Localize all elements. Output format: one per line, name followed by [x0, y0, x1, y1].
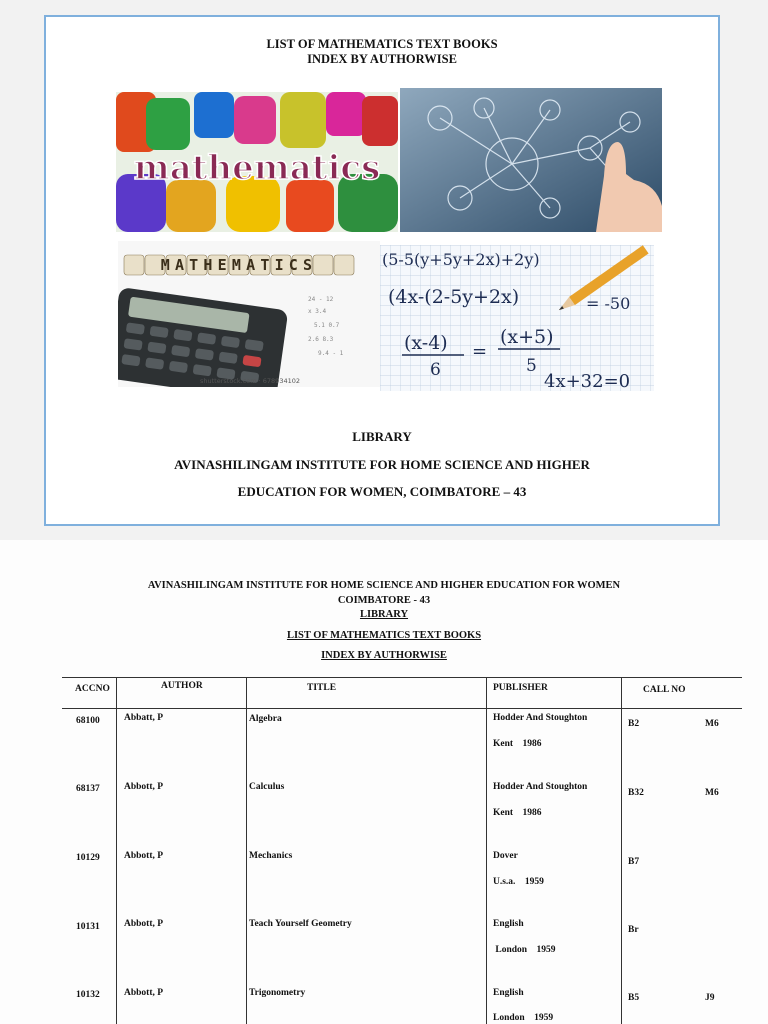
col-header-publisher: PUBLISHER [493, 683, 548, 693]
svg-text:x 3.4: x 3.4 [308, 308, 327, 315]
mathematics-word: mathematics [133, 148, 381, 188]
table-top-rule [62, 677, 742, 678]
cell-call-book: J9 [705, 993, 715, 1003]
cell-call-class: B2 [628, 719, 640, 729]
cell-place-year: Kent 1986 [493, 739, 542, 749]
col-divider [486, 677, 487, 1024]
institute-heading: AVINASHILINGAM INSTITUTE FOR HOME SCIENCE AND HIGHER EDUCATION FOR WOMEN [147, 580, 621, 591]
cell-call-class: B32 [628, 788, 644, 798]
col-divider [246, 677, 247, 1024]
cell-call-class: B7 [628, 857, 640, 867]
cell-publisher: Dover [493, 851, 518, 861]
cell-title: Mechanics [249, 851, 293, 861]
cell-title: Algebra [249, 714, 282, 724]
equations-grid-image [380, 245, 654, 391]
stock-caption: shutterstock.com · 678934102 [199, 377, 301, 385]
mathematics-numbers-image [116, 92, 398, 232]
cell-place-year: London 1959 [493, 1013, 554, 1023]
city-heading: COIMBATORE - 43 [337, 595, 431, 606]
cell-publisher: English [493, 988, 524, 998]
cell-author: Abbott, P [124, 919, 164, 929]
cell-publisher: English [493, 919, 524, 929]
mathematics-tiles-word: MATHEMATICS [160, 256, 318, 274]
cell-author: Abbatt, P [124, 713, 164, 723]
cell-call-book: M6 [705, 719, 719, 729]
library-heading: LIBRARY [359, 609, 409, 620]
col-divider [621, 677, 622, 1024]
table-header-rule [62, 708, 742, 709]
col-header-callno: CALL NO [643, 685, 686, 695]
cell-title: Trigonometry [249, 988, 306, 998]
cell-title: Teach Yourself Geometry [249, 919, 352, 929]
svg-text:(4x-(2-5y+2x): (4x-(2-5y+2x) [388, 286, 520, 308]
svg-text:5: 5 [526, 356, 537, 376]
cover-institute-line2: EDUCATION FOR WOMEN, COIMBATORE – 43 [237, 484, 527, 499]
cell-author: Abbott, P [124, 851, 164, 861]
cover-institute-line1: AVINASHILINGAM INSTITUTE FOR HOME SCIENCE AND HIGHER [174, 457, 590, 472]
cell-call-class: B5 [628, 993, 640, 1003]
cell-place-year: U.s.a. 1959 [493, 877, 544, 887]
col-header-title: TITLE [307, 683, 337, 693]
cover-library-label: LIBRARY [352, 429, 412, 444]
svg-text:=: = [472, 341, 488, 362]
svg-text:4x+32=0: 4x+32=0 [544, 371, 631, 391]
svg-text:9.4 - 1: 9.4 - 1 [318, 350, 344, 357]
cover-page [44, 15, 720, 526]
svg-text:(x+5): (x+5) [500, 326, 554, 348]
cell-accno: 10131 [76, 922, 100, 932]
cell-place-year: Kent 1986 [493, 808, 542, 818]
svg-text:(5-5(y+5y+2x)+2y): (5-5(y+5y+2x)+2y) [382, 250, 540, 269]
index-heading: INDEX BY AUTHORWISE [321, 650, 447, 661]
col-header-author: AUTHOR [161, 681, 203, 691]
col-divider [116, 677, 117, 1024]
svg-text:= -50: = -50 [586, 294, 631, 313]
cell-publisher: Hodder And Stoughton [493, 713, 588, 723]
cover-title-line2: INDEX BY AUTHORWISE [307, 52, 457, 66]
cell-publisher: Hodder And Stoughton [493, 782, 588, 792]
cell-accno: 68100 [76, 716, 100, 726]
cell-place-year: London 1959 [493, 945, 556, 955]
network-touch-image [400, 88, 662, 232]
cell-accno: 10129 [76, 853, 100, 863]
svg-text:(x-4): (x-4) [404, 332, 448, 354]
col-header-accno: ACCNO [75, 684, 110, 694]
cell-author: Abbott, P [124, 988, 164, 998]
cover-title-line1: LIST OF MATHEMATICS TEXT BOOKS [266, 37, 498, 51]
cell-accno: 68137 [76, 784, 100, 794]
svg-text:2.6 8.3: 2.6 8.3 [308, 336, 334, 343]
svg-text:5.1 0.7: 5.1 0.7 [314, 322, 340, 329]
cell-author: Abbott, P [124, 782, 164, 792]
svg-text:6: 6 [430, 360, 441, 380]
index-page [0, 540, 768, 1024]
cell-call-book: M6 [705, 788, 719, 798]
cell-accno: 10132 [76, 990, 100, 1000]
calculator-image [118, 241, 380, 387]
list-heading: LIST OF MATHEMATICS TEXT BOOKS [286, 630, 482, 641]
cell-title: Calculus [249, 782, 285, 792]
svg-text:24 - 12: 24 - 12 [308, 296, 334, 303]
cell-call-class: Br [628, 925, 639, 935]
